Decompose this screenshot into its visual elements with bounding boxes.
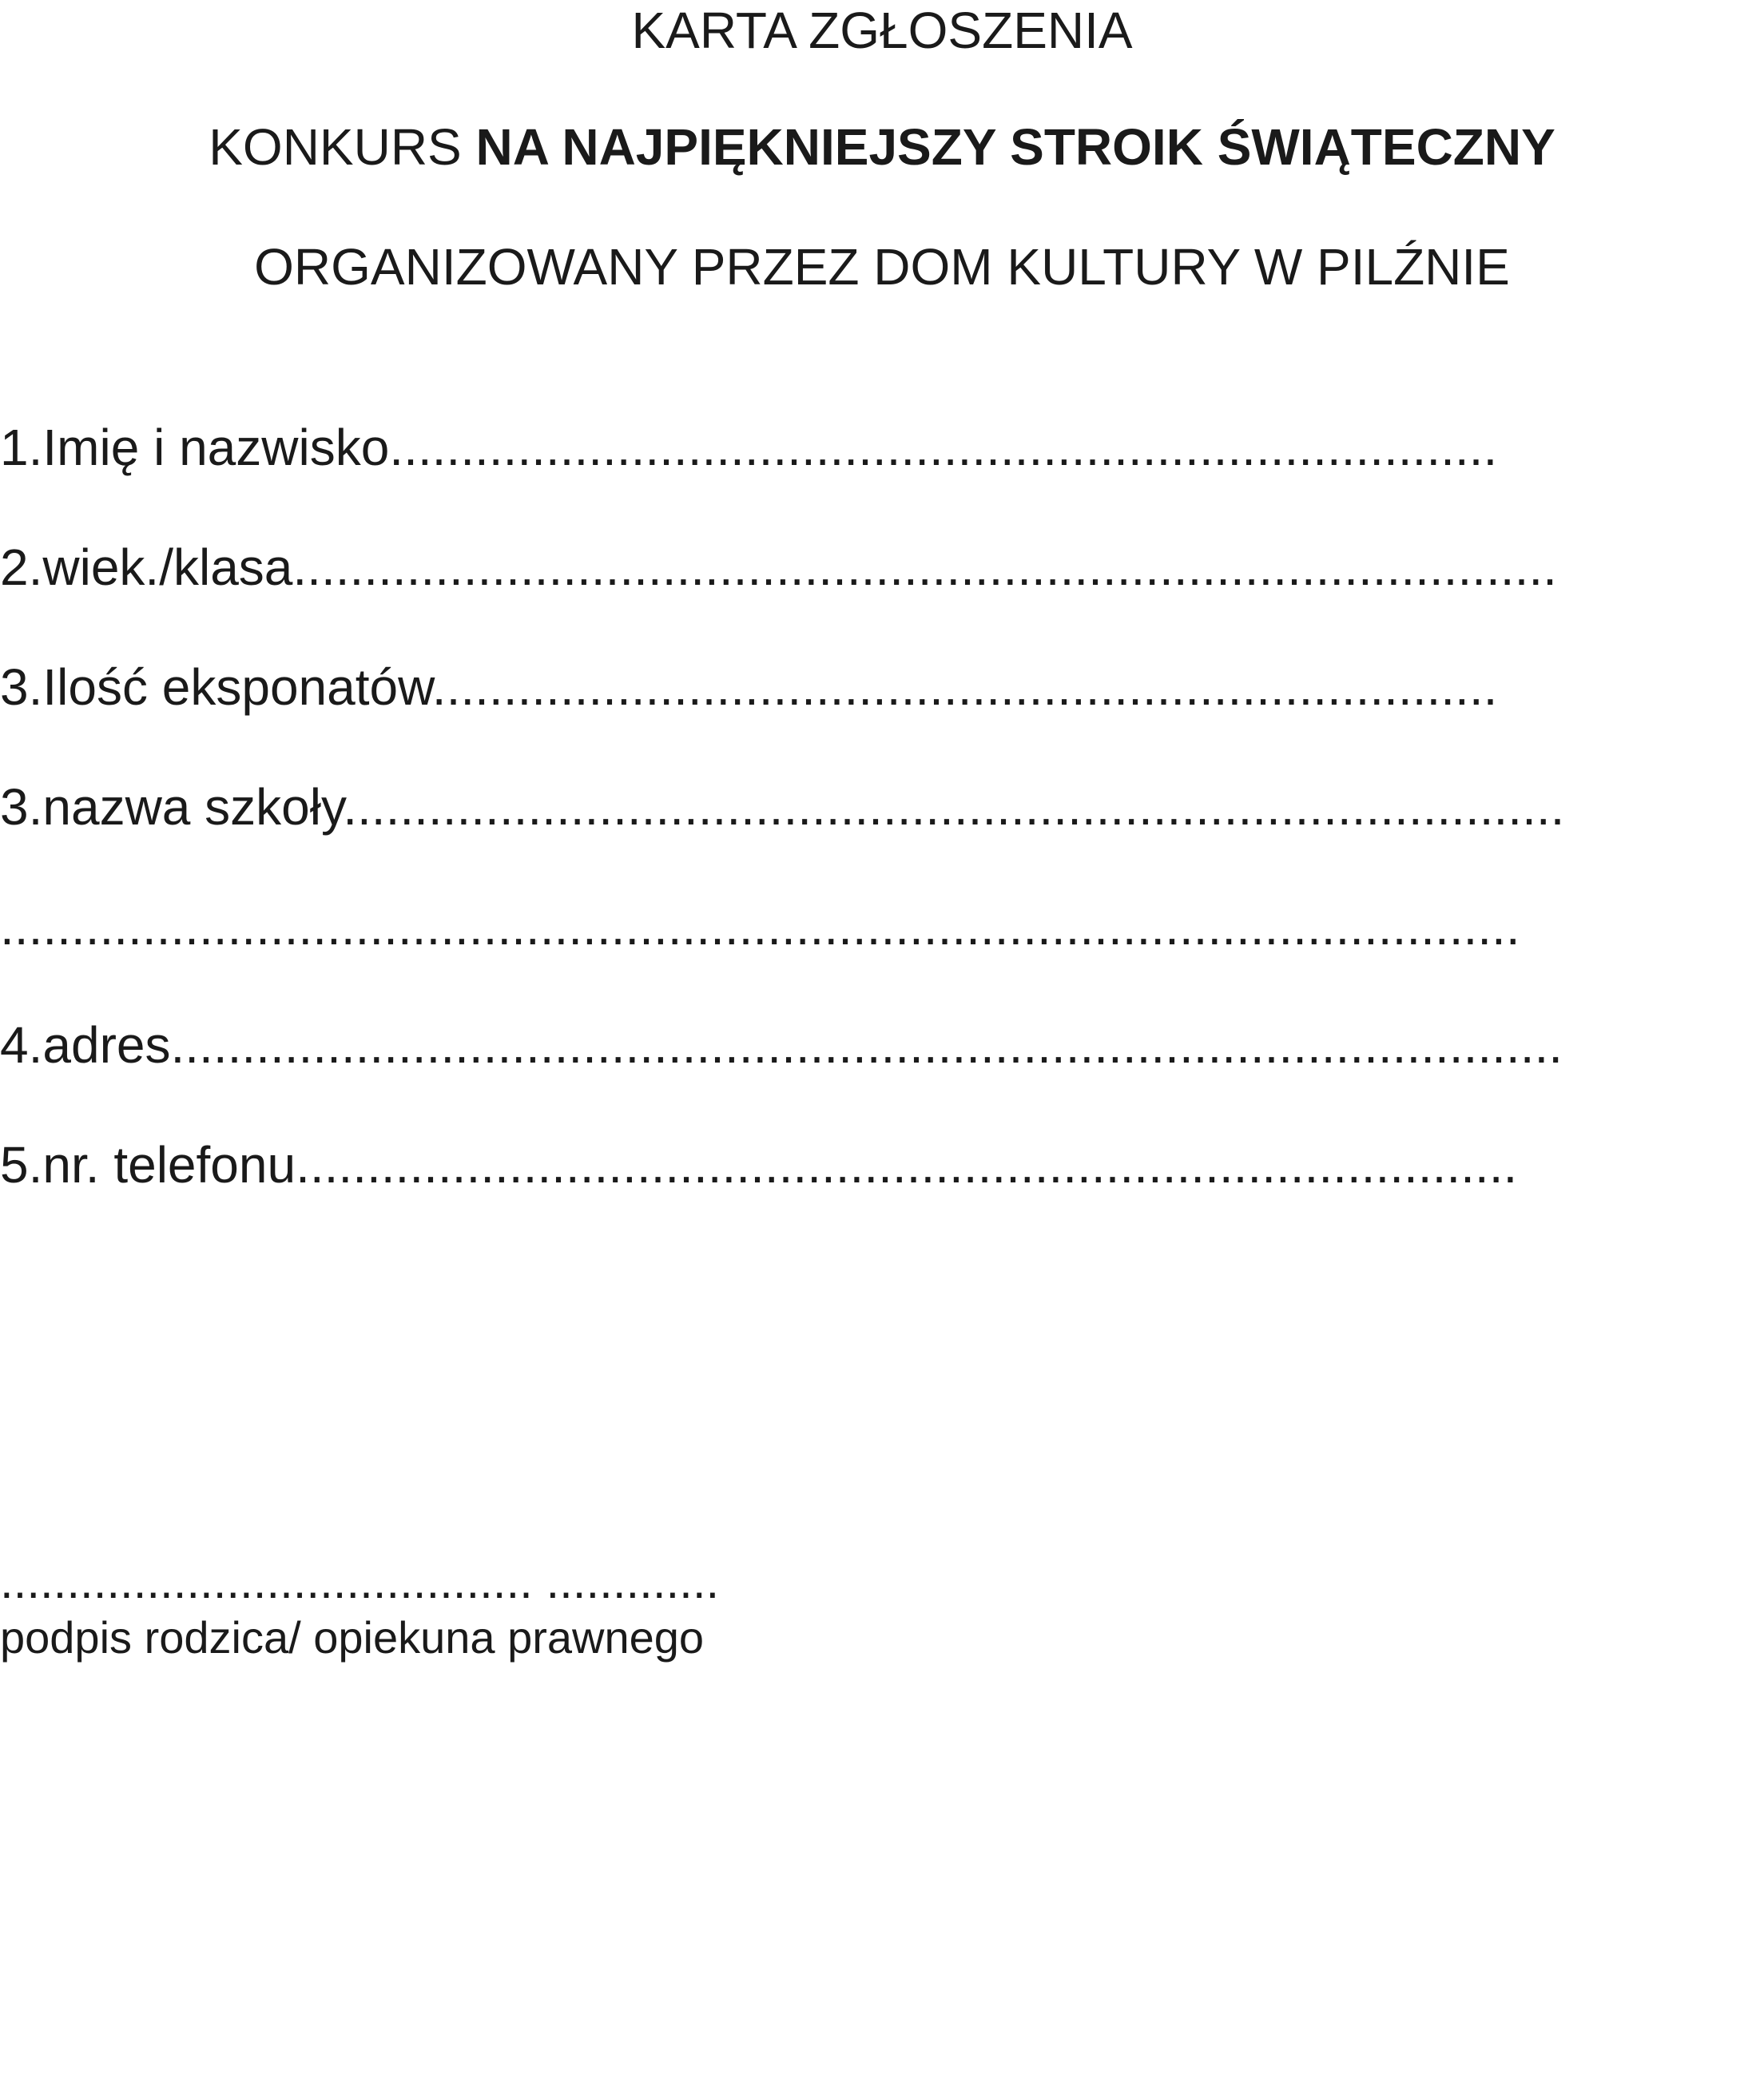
signature-label: podpis rodzica/ opiekuna prawnego [0,1612,705,1663]
contest-heading [0,118,1764,176]
field-address[interactable]: 4.adres.................................................................................................. [0,1016,1563,1074]
field-age-class[interactable]: 2.wiek./klasa......................................................................................... [0,538,1557,596]
field-exhibit-count[interactable]: 3.Ilość eksponatów........................................................................... [0,658,1498,716]
field-school-name-continued[interactable]: ........................................................................................................... [0,898,1520,956]
contest-name: NA NAJPIĘKNIEJSZY STROIK ŚWIĄTECZNY [475,118,1555,176]
field-school-name[interactable]: 3.nazwa szkoły...................................................................................... [0,778,1565,836]
organizer-heading: ORGANIZOWANY PRZEZ DOM KULTURY W PILŹNIE [254,238,1510,296]
contest-prefix: KONKURS [209,118,476,176]
field-phone-number[interactable]: 5.nr. telefonu...................................................................................... [0,1136,1518,1194]
field-name-surname[interactable]: 1.Imię i nazwisko.............................................................................. [0,419,1498,476]
form-title: KARTA ZGŁOSZENIA [631,2,1133,59]
signature-line[interactable]: ........................................ ............. [0,1555,720,1608]
